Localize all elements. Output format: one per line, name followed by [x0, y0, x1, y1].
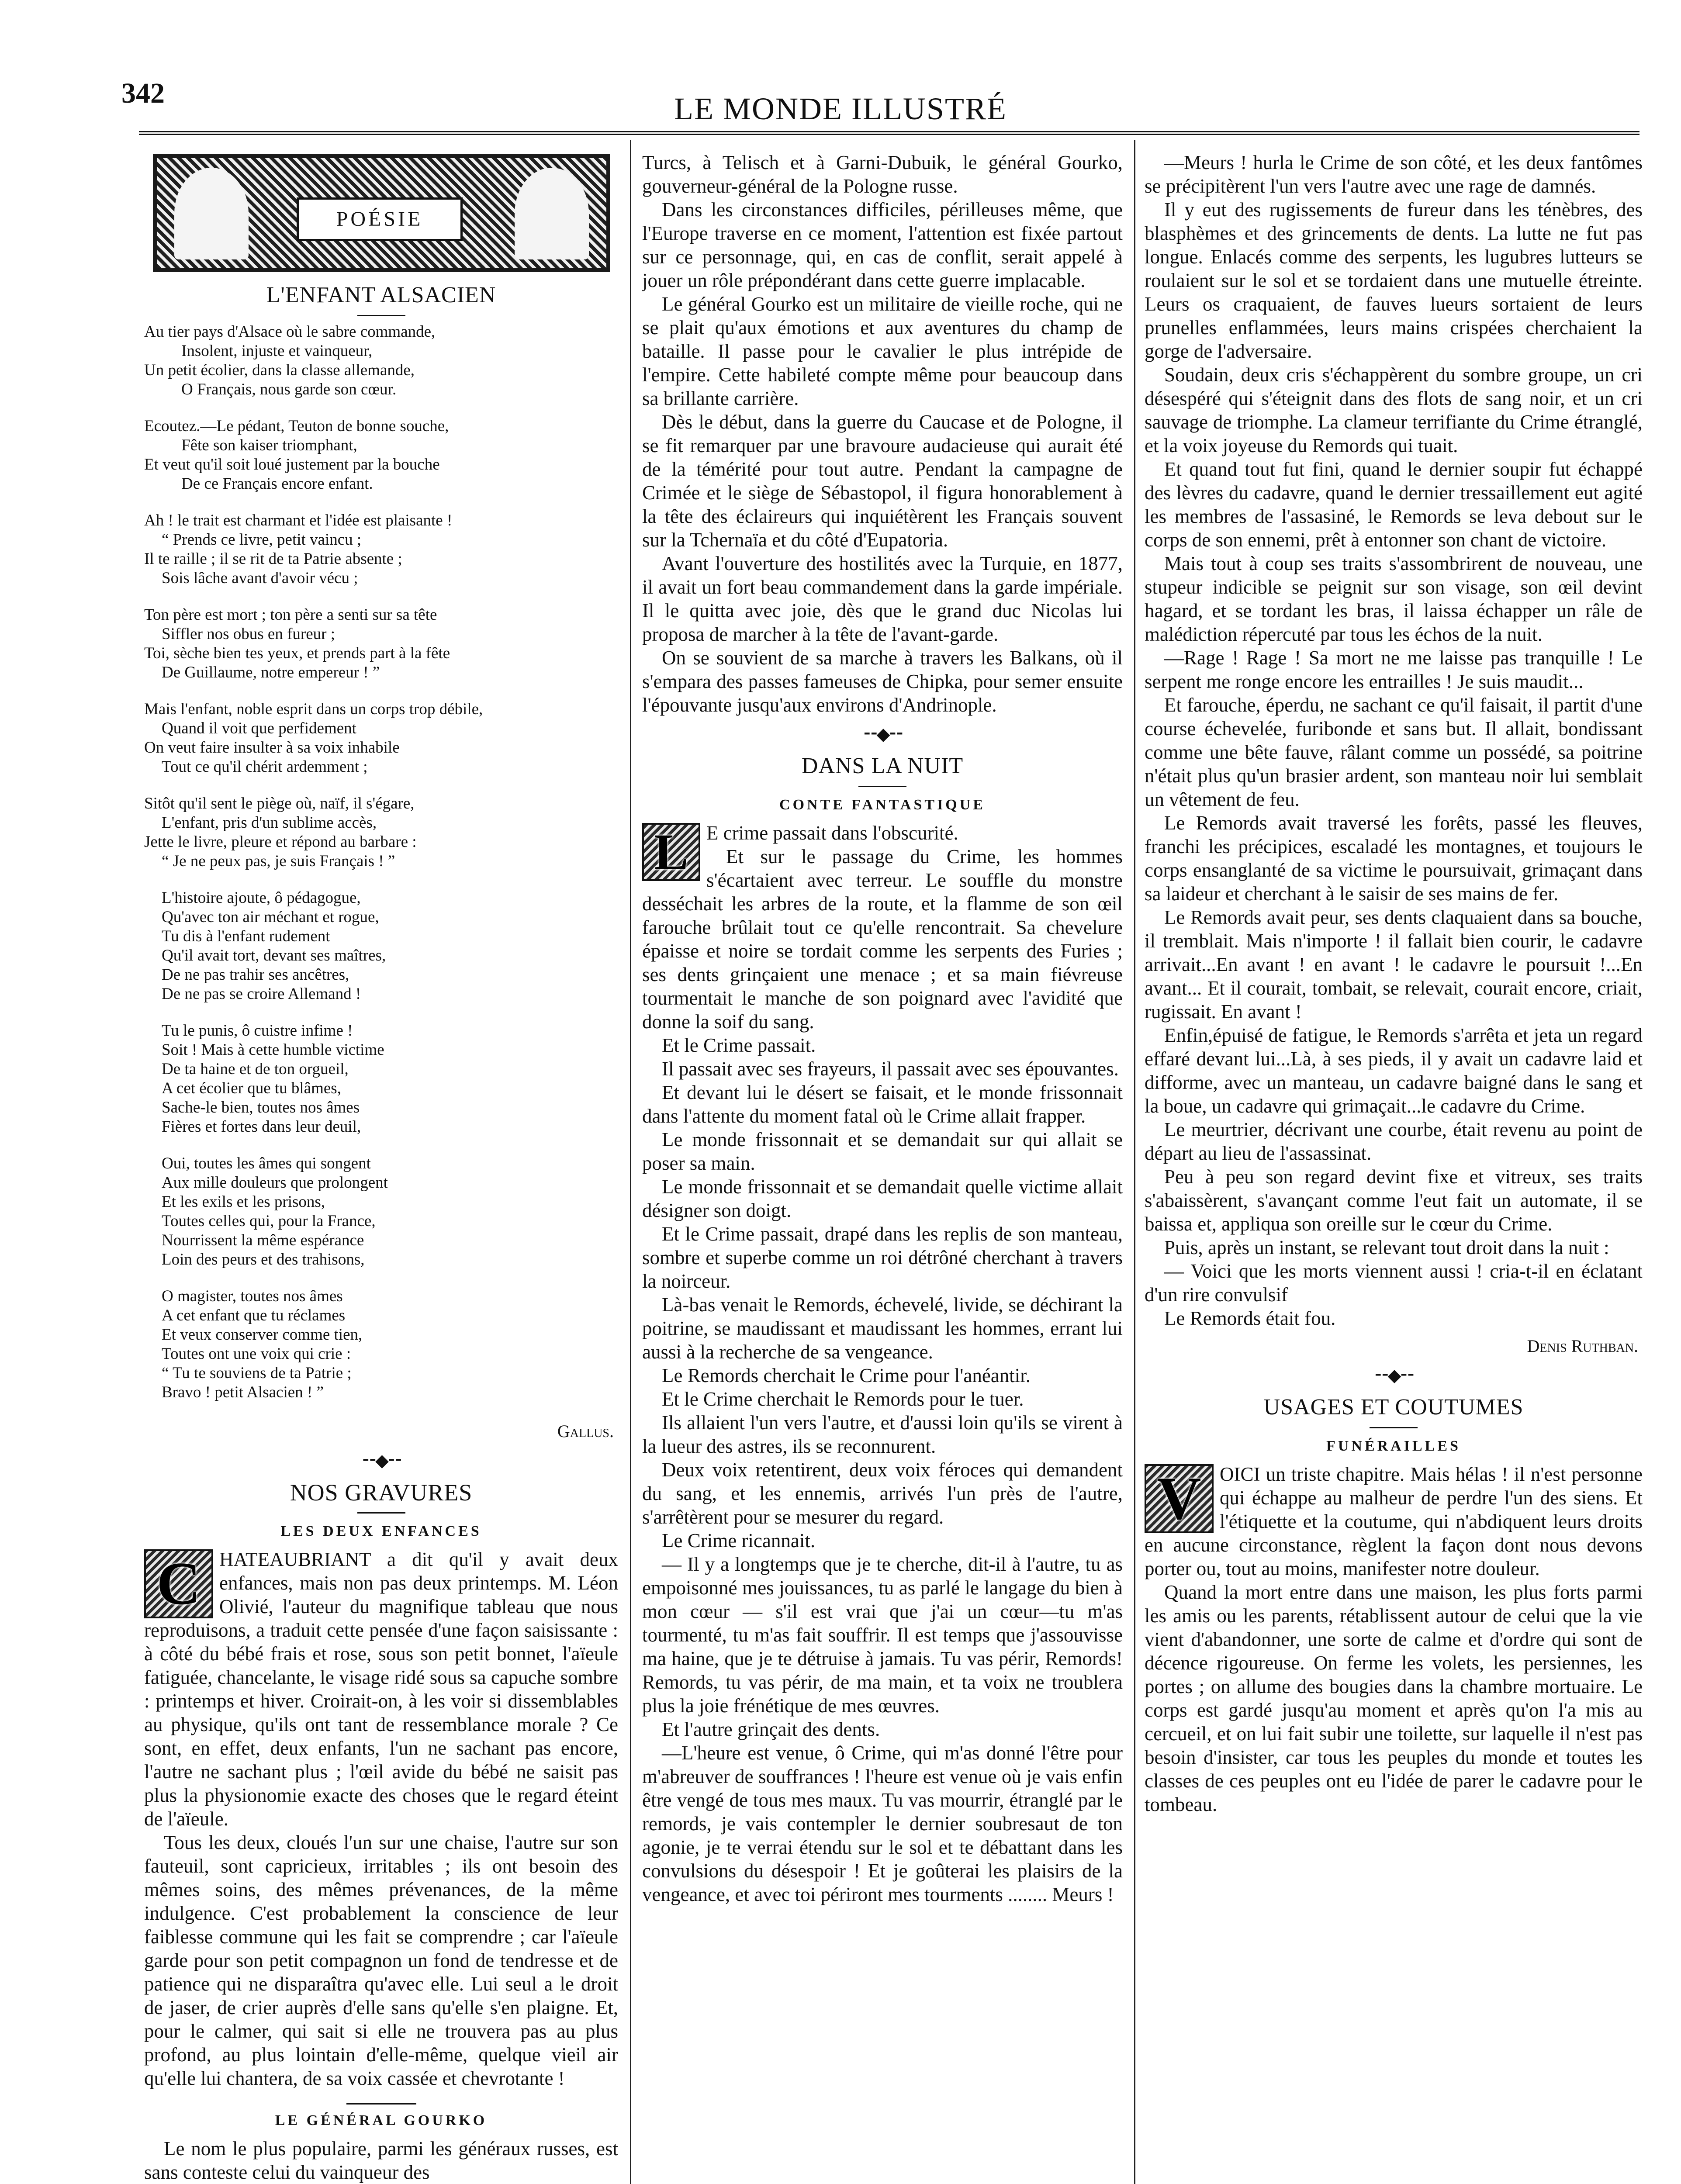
story-paragraph: Et le Crime passait. [662, 1034, 816, 1056]
poem-line: “ Prends ce livre, petit vaincu ; [162, 531, 362, 549]
poem-line: Toutes celles qui, pour la France, [162, 1212, 376, 1230]
story-paragraph: Le Remords avait peur, ses dents claquaient dans sa bouche, il tremblait. Mais n'importe ! il fallait bien courir, le cadavre arrivait...En avant ! en avant ! le cadavre le poursuit !...En avant... Et il courait, tombait, se relevait, courait encore, criait, rugissait. En avant ! [1145, 906, 1643, 1023]
poem-line: Et les exils et les prisons, [162, 1193, 325, 1211]
poem-line: Toutes ont une voix qui crie : [162, 1345, 351, 1363]
article-paragraph: Tous les deux, cloués l'un sur une chaise, l'autre sur son fauteuil, sont capricieux, irritables ; ils ont besoin des mêmes soins, des mêmes prévenances, de la même indulgence. C'est probablement la conscience de leur faiblesse commune qui les fait se comprendre ; car l'aïeule garde pour son petit compagnon un fond de tendresse et de patience qui ne disparaîtra qu'avec elle. Lui seul a le droit de jaser, de crier auprès d'elle sans qu'elle s'en plaigne. Et, pour le calmer, qui sait si elle ne trouvera pas au plus profond, au plus lointain d'elle-même, quelque vieil air qu'elle lui chantera, de sa voix cassée et chevrotante ! [144, 1832, 618, 2089]
poem-line: Quand il voit que perfidement [162, 719, 356, 737]
poem-line: Ah ! le trait est charmant et l'idée est plaisante ! [144, 511, 453, 529]
poem-line: Bravo ! petit Alsacien ! ” [162, 1383, 324, 1401]
dropcap-c: C [144, 1549, 213, 1618]
poem-stanza [144, 1287, 618, 1402]
article-paragraph: HATEAUBRIANT a dit qu'il y avait deux enfances, mais non pas deux printemps. M. Léon Olivié, l'auteur du magnifique tableau que nous reproduisons, a traduit cette pensée d'une façon saisissante : à côté du bébé frais et rose, sous son petit bonnet, l'aïeule fatiguée, chancelante, le visage ridé sous sa capuche sombre : printemps et hiver. Croirait-on, à les voir si dissemblables au physique, qu'ils ont tant de ressemblance morale ? Ce sont, en effet, deux enfants, l'un ne sachant pas encore, l'autre ne sachant plus ; l'œil avide du bébé ne saisit pas plus la physionomie exacte des choses que le regard éteint de l'aïeule. [144, 1548, 618, 1830]
poem-stanza [144, 794, 618, 871]
section-title-gravures: NOS GRAVURES [290, 1479, 473, 1506]
story-paragraph: Le Remords avait traversé les forêts, passé les fleuves, franchi les précipices, escaladé les montagnes, et toujours le corps ensanglanté de sa victime le poursuivait, grimaçant dans sa laideur et cherchant à le saisir de ses mains de fer. [1145, 812, 1643, 905]
article-title-gourko: LE GÉNÉRAL GOURKO [275, 2112, 488, 2129]
dropcap-l: L [642, 823, 700, 881]
poem-line: Soit ! Mais à cette humble victime [162, 1041, 384, 1059]
poem-line: Fête son kaiser triomphant, [181, 436, 357, 454]
poem-line: Il te raille ; il se rit de ta Patrie absente ; [144, 550, 402, 568]
poem-stanza [144, 417, 618, 494]
poem-stanza [144, 511, 618, 588]
story-paragraph: Soudain, deux cris s'échappèrent du sombre groupe, un cri désespéré qui s'éteignit dans des flots de sang noir, et un cri sauvage de triomphe. La clameur terrifiante du Crime étranglé, et la voix joyeuse du Remords qui tuait. [1145, 364, 1643, 456]
story-paragraph: Mais tout à coup ses traits s'assombrirent de nouveau, une stupeur indicible se peignit sur son visage, son œil devint hagard, et se tordant les bras, il laissa échapper un râle de malédiction répercuté par tous les échos de la nuit. [1145, 553, 1643, 645]
poem-line: Sache-le bien, toutes nos âmes [162, 1099, 360, 1116]
story-paragraph: Il y eut des rugissements de fureur dans les ténèbres, des blasphèmes et des grincements de dents. La lutte ne fut pas longue. Enlacés comme des serpents, les lugubres lutteurs se roulaient sur le sol et se tordaient dans une mutuelle étreinte. Leurs os craquaient, de fauves lueurs sortaient de leurs prunelles enflammées, leurs mains crispées cherchaient la gorge de l'adversaire. [1145, 199, 1643, 362]
engraved-figure-right [515, 168, 589, 259]
poem-line: L'histoire ajoute, ô pédagogue, [162, 889, 361, 907]
poem-line: Fières et fortes dans leur deuil, [162, 1118, 361, 1136]
poem-line: On veut faire insulter à sa voix inhabile [144, 739, 400, 757]
story-paragraph: —Rage ! Rage ! Sa mort ne me laisse pas tranquille ! Le serpent me ronge encore les entrailles ! Je suis maudit... [1145, 647, 1643, 692]
poem-line: L'enfant, pris d'un sublime accès, [162, 814, 377, 832]
poem-title: L'ENFANT ALSACIEN [266, 283, 496, 308]
poem-line: Oui, toutes les âmes qui songent [162, 1154, 371, 1172]
poem-line: De Guillaume, notre empereur ! ” [162, 663, 380, 681]
masthead-title: LE MONDE ILLUSTRÉ [674, 91, 1007, 126]
story-paragraph: Deux voix retentirent, deux voix féroces qui demandent du sang, et les ennemis, arrivés l'un près de l'autre, s'arrêtèrent pour se mesurer du regard. [642, 1459, 1123, 1528]
story-paragraph: E crime passait dans l'obscurité. [706, 822, 958, 844]
story-body [642, 821, 1123, 1906]
poem-line: A cet écolier que tu blâmes, [162, 1079, 341, 1097]
column-3 [1145, 151, 1643, 2184]
column-rule-1 [630, 140, 631, 2184]
story-paragraph: Et quand tout fut fini, quand le dernier soupir fut échappé des lèvres du cadavre, quand le dernier tressaillement eut agité les membres de l'assasiné, le Remords se leva debout sur le corps de son ennemi, prêt à entonner son chant de victoire. [1145, 458, 1643, 551]
story-paragraph: Peu à peu son regard devint fixe et vitreux, ses traits s'abaissèrent, s'avançant comme l'eut fait un automate, il se baissa et, appliqua son oreille sur le cœur du Crime. [1145, 1166, 1643, 1235]
poem [144, 322, 618, 1402]
poem-line: Ton père est mort ; ton père a senti sur sa tête [144, 606, 437, 624]
poem-line: “ Je ne peux pas, je suis Français ! ” [162, 852, 395, 870]
story-paragraph: Le Remords cherchait le Crime pour l'anéantir. [662, 1365, 1031, 1386]
article-title-funerailles: FUNÉRAILLES [1326, 1438, 1461, 1454]
poem-line: De ta haine et de ton orgueil, [162, 1060, 349, 1078]
column-rule-2 [1134, 140, 1135, 2184]
poem-line: De ce Français encore enfant. [181, 475, 373, 493]
poem-line: Et veux conserver comme tien, [162, 1326, 363, 1344]
poem-line: Aux mille douleurs que prolongent [162, 1174, 388, 1192]
article-paragraph: Le nom le plus populaire, parmi les généraux russes, est sans conteste celui du vainqueur des [144, 2138, 618, 2183]
ornament-divider: ⁃⁃◆⁃⁃ [1373, 1365, 1414, 1385]
poem-line: Tout ce qu'il chérit ardemment ; [162, 758, 368, 776]
poem-line: Tu dis à l'enfant rudement [162, 927, 330, 945]
story-paragraph: Et le Crime passait, drapé dans les replis de son manteau, sombre et superbe comme un roi détrôné cherchant à travers la noirceur. [642, 1223, 1123, 1292]
story-paragraph: Et sur le passage du Crime, les hommes s'écartaient avec terreur. Le souffle du monstre desséchait les arbres de la route, et la flamme de son œil farouche brûlait tout ce qu'elle rencontrait. Sa chevelure épaisse et noire se tordait comme les serpents des Furies ; ses dents grinçaient une menace ; et sa main fiévreuse tourmentait le manche de son poignard avec l'avidité que donne la soif du sang. [642, 846, 1123, 1033]
story-paragraph: Le Remords était fou. [1164, 1307, 1336, 1329]
poem-line: Insolent, injuste et vainqueur, [181, 342, 373, 360]
story-paragraph: —L'heure est venue, ô Crime, qui m'as donné l'être pour m'abreuver de souffrances ! l'heure est venue où je vais enfin être vengé de tous mes maux. Tu vas mourrir, étranglé par le remords, je vais contempler le dernier soubresaut de ton agonie, je te verrai étendu sur le sol et te débattant dans les convulsions du désespoir ! Et je goûterai les plaisirs de la vengeance, et avec toi périront mes tourments ........ Meurs ! [642, 1742, 1123, 1905]
column-2 [642, 151, 1123, 2184]
article-paragraph: Le général Gourko est un militaire de vieille roche, qui ne se plait qu'aux émotions et aux aventures du champ de bataille. Il passe pour le cavalier le plus intrépide de l'empire. Cette habileté compte même pour beaucoup dans sa brillante carrière. [642, 293, 1123, 409]
story-paragraph: Là-bas venait le Remords, échevelé, livide, se déchirant la poitrine, se maudissant et maudissant les hommes, errant lui aussi à la recherche de sa vengeance. [642, 1294, 1123, 1363]
poem-line: O magister, toutes nos âmes [162, 1287, 343, 1305]
story-paragraph: Ils allaient l'un vers l'autre, et d'aussi loin qu'ils se virent à la lueur des astres, ils se reconnurent. [642, 1412, 1123, 1457]
article-title-deux-enfances: LES DEUX ENFANCES [280, 1523, 482, 1539]
poem-line: Au tier pays d'Alsace où le sabre commande, [144, 323, 436, 341]
poem-line: Et veut qu'il soit loué justement par la bouche [144, 456, 440, 473]
poem-line: Qu'avec ton air méchant et rogue, [162, 908, 379, 926]
section-title-usages: USAGES ET COUTUMES [1263, 1395, 1524, 1420]
poem-line: Ecoutez.—Le pédant, Teuton de bonne souche, [144, 417, 449, 435]
story-body-continued [1145, 151, 1643, 1330]
story-paragraph: Et le Crime cherchait le Remords pour le tuer. [662, 1388, 1024, 1410]
story-paragraph: — Il y a longtemps que je te cherche, dit-il à l'autre, tu as empoisonné mes jouissances, tu as parlé le langage du bien à mon cœur — s'il est vrai que j'ai un cœur—tu m'as tourmenté, tu m'as fait souffrir. Il est temps que j'assouvisse ma haine, que je te détruise à jamais. Tu vas périr, Remords! Remords, tu vas périr, de ma main, et ta voix ne troublera plus la joie frénétique de mes œuvres. [642, 1553, 1123, 1717]
poem-line: O Français, nous garde son cœur. [181, 380, 397, 398]
story-paragraph: Il passait avec ses frayeurs, il passait avec ses épouvantes. [662, 1058, 1119, 1080]
poetry-banner [153, 154, 610, 272]
poem-stanza [144, 1021, 618, 1137]
article-paragraph: Quand la mort entre dans une maison, les plus forts parmi les amis ou les parents, rétablissent autour de celui que la vie vient d'abandonner, une sorte de calme et d'ordre qui sont de décence rigoureuse. On ferme les volets, les persiennes, les portes ; on allume des bougies dans la chambre mortuaire. Le corps est gardé jusqu'au moment et après qu'on l'a mis au cercueil, et on lui fait subir une toilette, sur laquelle il n'est pas besoin d'insister, car tous les peuples du monde et toutes les classes de ces peuples ont eu l'idée de parer le cadavre pour le tombeau. [1145, 1581, 1643, 1815]
poem-line: Loin des peurs et des trahisons, [162, 1251, 365, 1268]
poem-line: Qu'il avait tort, devant ses maîtres, [162, 947, 386, 964]
story-subtitle: CONTE FANTASTIQUE [779, 797, 986, 813]
poem-line: Tu le punis, ô cuistre infime ! [162, 1022, 353, 1040]
article-paragraph: Dès le début, dans la guerre du Caucase et de Pologne, il se fit remarquer par une bravoure audacieuse qui aurait été de la témérité pour tout autre. Pendant la campagne de Crimée et le siège de Sébastopol, il figura honorablement à la tête des éclaireurs qui inquiétèrent les Français souvent sur la Tchernaïa et du côté d'Eupatoria. [642, 411, 1123, 551]
poem-line: Siffler nos obus en fureur ; [162, 625, 335, 643]
poem-line: Sitôt qu'il sent le piège où, naïf, il s'égare, [144, 795, 415, 812]
ornament-divider: ⁃⁃◆⁃⁃ [862, 724, 903, 744]
story-paragraph: Le meurtrier, décrivant une courbe, était revenu au point de départ au lieu de l'assassinat. [1145, 1119, 1643, 1164]
story-paragraph: —Meurs ! hurla le Crime de son côté, et les deux fantômes se précipitèrent l'un vers l'autre avec une rage de damnés. [1145, 152, 1643, 197]
poem-line: Nourrissent la même espérance [162, 1231, 364, 1249]
story-paragraph: Puis, après un instant, se relevant tout droit dans la nuit : [1164, 1237, 1609, 1258]
poem-stanza [144, 605, 618, 682]
story-paragraph: Et devant lui le désert se faisait, et le monde frissonnait dans l'attente du moment fatal où le Crime allait frapper. [642, 1082, 1123, 1127]
story-paragraph: — Voici que les morts viennent aussi ! cria-t-il en éclatant d'un rire convulsif [1145, 1260, 1643, 1306]
article-paragraph: OICI un triste chapitre. Mais hélas ! il n'est personne qui échappe au malheur de perdre l'un des siens. Et l'étiquette et la coutume, qui n'abdiquent leurs droits en aucune circonstance, règlent la façon dont nous devons porter ou, tout au moins, manifester notre douleur. [1145, 1463, 1643, 1579]
poem-line: Toi, sèche bien tes yeux, et prends part à la fête [144, 644, 450, 662]
story-title: DANS LA NUIT [801, 753, 964, 778]
poem-line: “ Tu te souviens de ta Patrie ; [162, 1364, 352, 1382]
poem-line: Jette le livre, pleure et répond au barbare : [144, 833, 417, 851]
page-number: 342 [121, 77, 165, 109]
divider-rule [346, 2103, 416, 2105]
story-paragraph: Et l'autre grinçait des dents. [662, 1718, 880, 1740]
story-paragraph: Enfin,épuisé de fatigue, le Remords s'arrêta et jeta un regard effaré devant lui...Là, à ses pieds, il y avait un cadavre laid et difforme, avec un manteau, un cadavre baigné dans le sang et la boue, un cadavre qui grimaçait...le cadavre du Crime. [1145, 1024, 1643, 1117]
column-1 [144, 151, 618, 2184]
dropcap-v: V [1145, 1464, 1214, 1533]
story-paragraph: Le Crime ricannait. [662, 1530, 816, 1552]
poem-line: A cet enfant que tu réclames [162, 1306, 346, 1324]
section-rule [1370, 1427, 1418, 1428]
article-paragraph: Avant l'ouverture des hostilités avec la Turquie, en 1877, il avait un fort beau commandement dans la garde impériale. Il le quitta avec joie, dès que le grand duc Nicolas lui proposa de marcher à la tête de l'avant-garde. [642, 553, 1123, 645]
poem-line: De ne pas se croire Allemand ! [162, 985, 361, 1003]
engraved-figure-left [174, 168, 249, 259]
article-paragraph: On se souvient de sa marche à travers les Balkans, où il s'empara des passes fameuses de Chipka, pour semer ensuite l'épouvante jusqu'aux environs d'Andrinople. [642, 647, 1123, 716]
poetry-banner-label: POÉSIE [297, 197, 463, 241]
poem-stanza [144, 888, 618, 1004]
poem-line: Un petit écolier, dans la classe allemande, [144, 361, 415, 379]
poem-line: Mais l'enfant, noble esprit dans un corps trop débile, [144, 700, 483, 718]
section-rule [357, 1512, 405, 1514]
story-signature: Denis Ruthban. [1527, 1336, 1638, 1356]
article-paragraph: Turcs, à Telisch et à Garni-Dubuik, le général Gourko, gouverneur-général de la Pologne russe. [642, 152, 1123, 197]
poem-line: Sois lâche avant d'avoir vécu ; [162, 569, 358, 587]
story-paragraph: Le monde frissonnait et se demandait sur qui allait se poser sa main. [642, 1129, 1123, 1174]
story-paragraph: Le monde frissonnait et se demandait quelle victime allait désigner son doigt. [642, 1176, 1123, 1221]
poem-line: De ne pas trahir ses ancêtres, [162, 966, 349, 984]
poem-stanza [144, 700, 618, 777]
title-rule [858, 786, 906, 787]
story-paragraph: Et farouche, éperdu, ne sachant ce qu'il faisait, il partit d'une course échevelée, furibonde et sans but. Il allait, bondissant comme une bête fauve, râlant comme un possédé, sa poitrine n'était plus qu'un brasier ardent, son manteau noir lui semblait un vêtement de feu. [1145, 694, 1643, 810]
poem-signature: Gallus. [557, 1421, 614, 1441]
title-rule [357, 315, 405, 316]
poem-stanza [144, 322, 618, 399]
top-rule [139, 131, 1639, 135]
ornament-divider: ⁃⁃◆⁃⁃ [361, 1451, 401, 1470]
poem-stanza [144, 1154, 618, 1269]
article-paragraph: Dans les circonstances difficiles, périlleuses même, que l'Europe traverse en ce moment, l'attention est fixée partout sur ce personnage, qui, en cas de conflit, serait appelé à jouer un rôle prépondérant dans cette guerre implacable. [642, 199, 1123, 291]
